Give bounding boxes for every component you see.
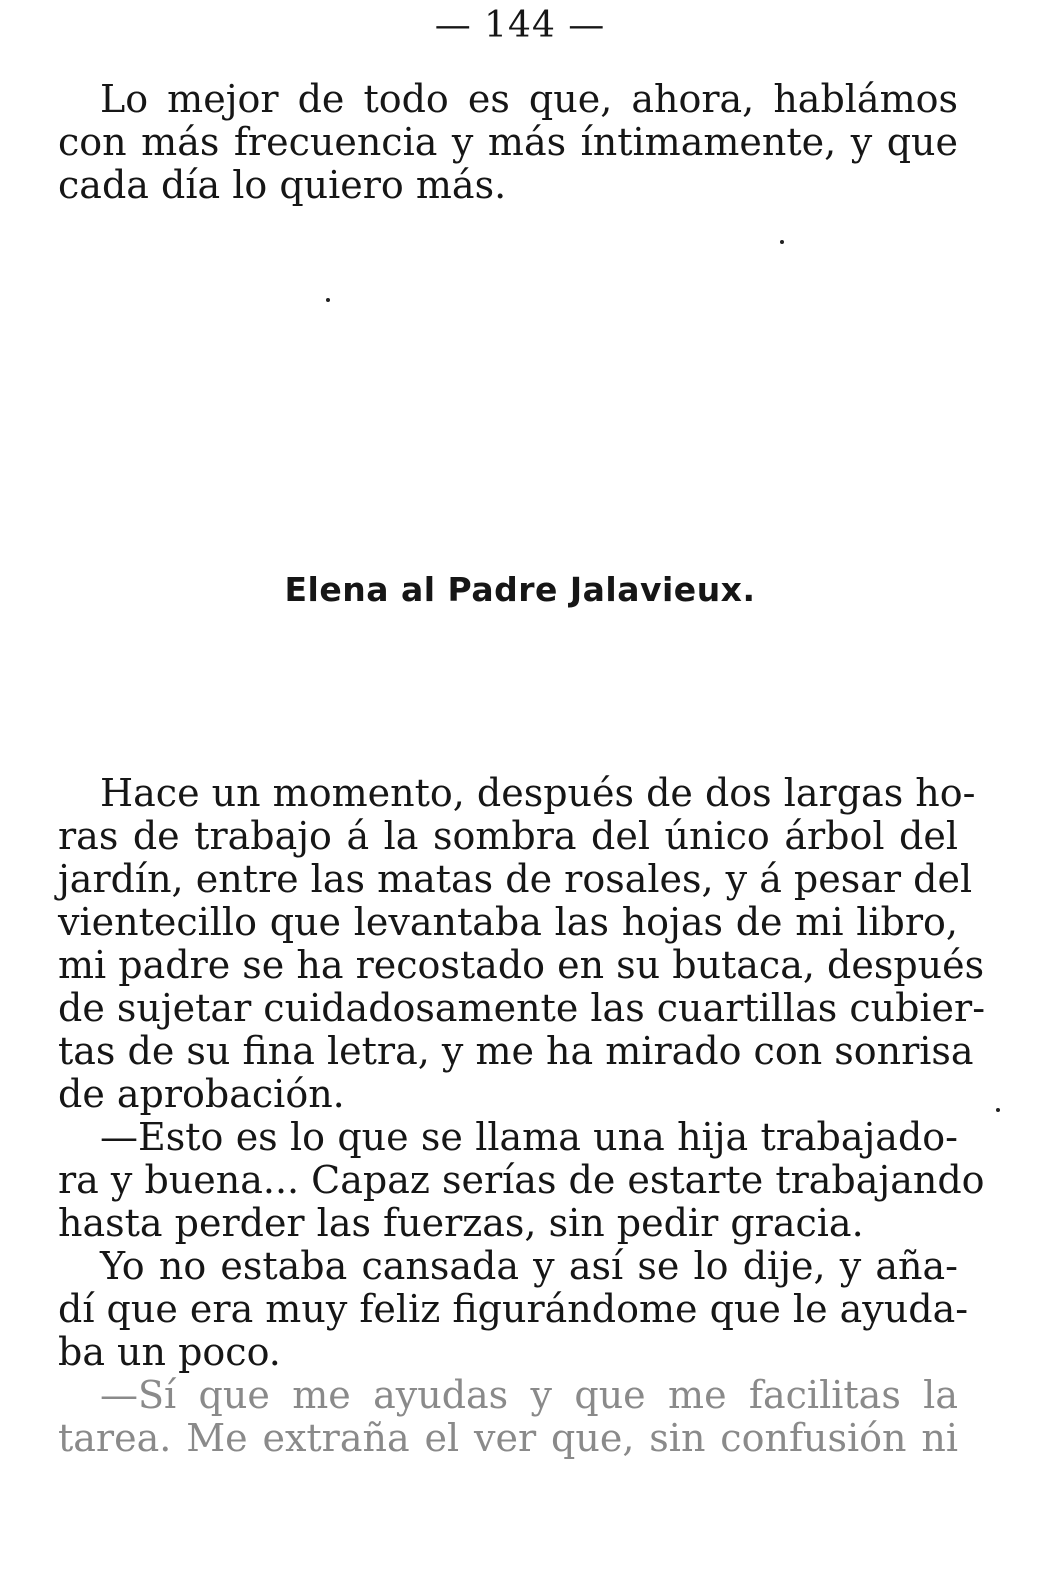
text-line: de aprobación. bbox=[58, 1072, 345, 1116]
page-number: — 144 — bbox=[434, 5, 606, 46]
main-paragraph bbox=[58, 771, 986, 1460]
print-speck bbox=[780, 240, 784, 244]
text-line: —Esto es lo que se llama una hija trabajado- bbox=[100, 1115, 958, 1159]
text-line: —Sí que me ayudas y que me facilitas la bbox=[100, 1373, 958, 1417]
text-line: Hace un momento, después de dos largas ho- bbox=[100, 771, 976, 815]
text-line: ba un poco. bbox=[58, 1330, 281, 1374]
text-line: hasta perder las fuerzas, sin pedir gracia. bbox=[58, 1201, 864, 1245]
text-line: Yo no estaba cansada y así se lo dije, y aña- bbox=[100, 1244, 958, 1288]
print-speck bbox=[996, 1108, 1000, 1112]
print-speck bbox=[326, 298, 330, 302]
top-paragraph bbox=[58, 78, 958, 207]
text-line: con más frecuencia y más íntimamente, y que bbox=[58, 120, 958, 164]
text-line: cada día lo quiero más. bbox=[58, 163, 507, 207]
text-line: mi padre se ha recostado en su butaca, después bbox=[58, 943, 985, 987]
text-line: ra y buena... Capaz serías de estarte trabajando bbox=[58, 1158, 985, 1202]
text-line: vientecillo que levantaba las hojas de mi libro, bbox=[58, 900, 958, 944]
text-line: tas de su fina letra, y me ha mirado con sonrisa bbox=[58, 1029, 974, 1073]
letter-heading: Elena al Padre Jalavieux. bbox=[284, 570, 756, 609]
text-line: dí que era muy feliz figurándome que le ayuda- bbox=[58, 1287, 969, 1331]
text-line: tarea. Me extraña el ver que, sin confusión ni bbox=[58, 1416, 958, 1460]
text-line: ras de trabajo á la sombra del único árbol del bbox=[58, 814, 958, 858]
text-line: jardín, entre las matas de rosales, y á pesar del bbox=[58, 857, 973, 901]
text-line: Lo mejor de todo es que, ahora, hablámos bbox=[100, 77, 958, 121]
text-line: de sujetar cuidadosamente las cuartillas cubier- bbox=[58, 986, 986, 1030]
